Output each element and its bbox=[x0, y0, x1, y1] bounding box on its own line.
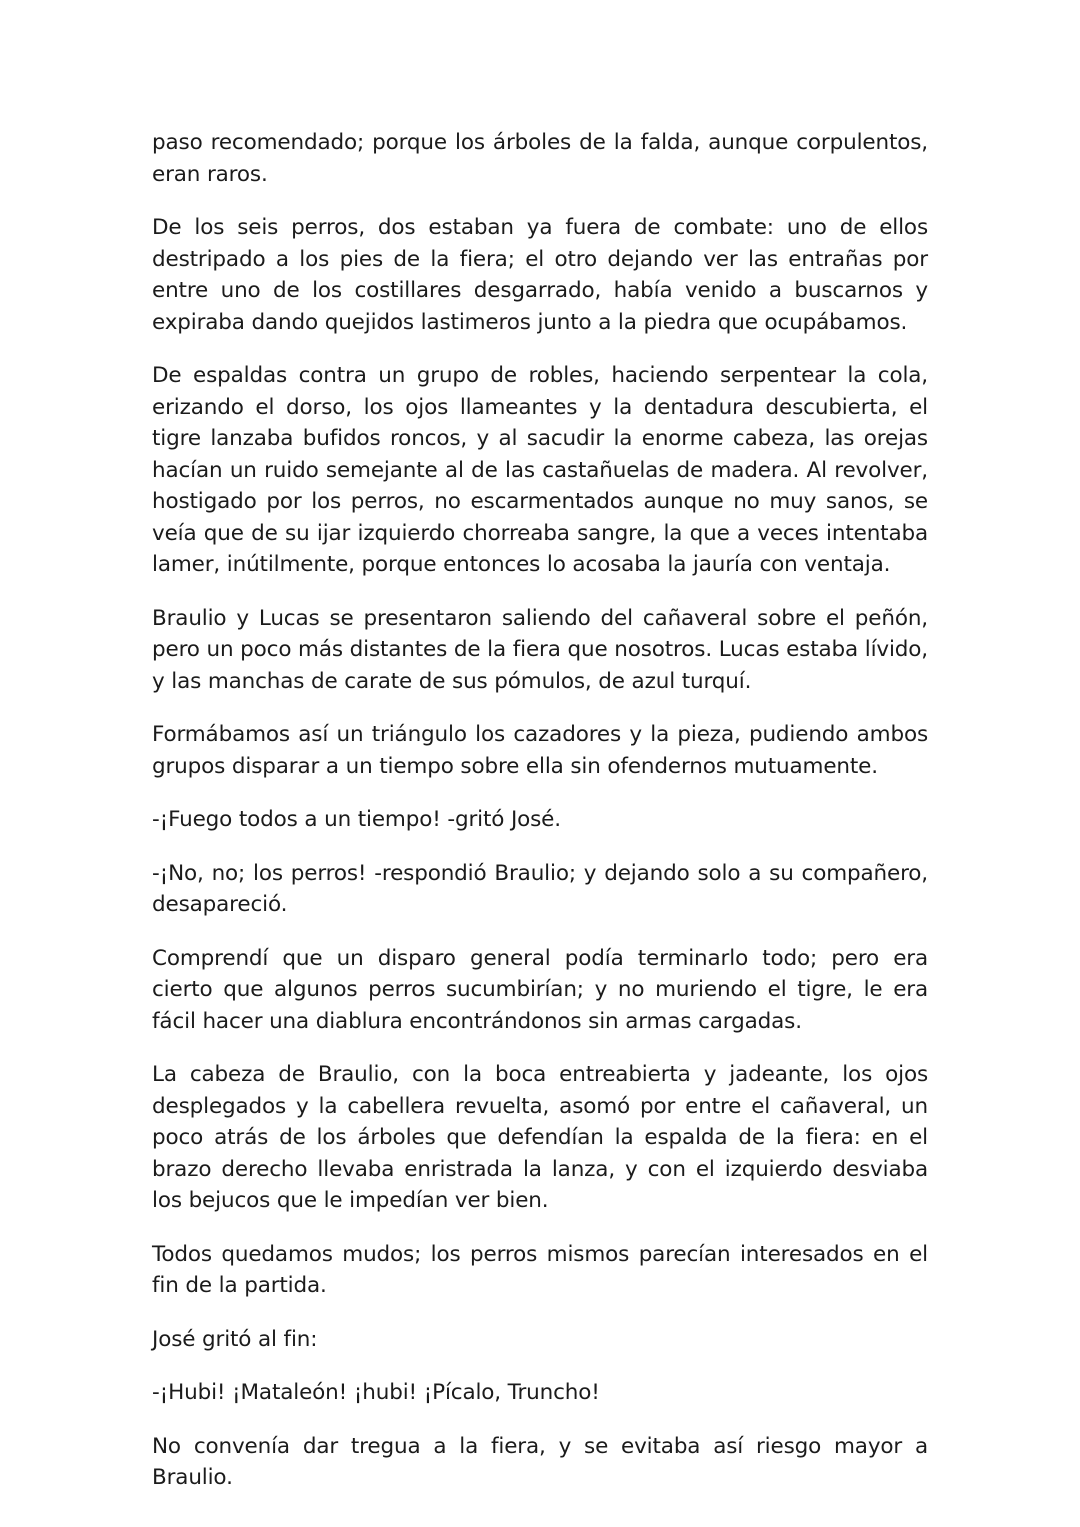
paragraph: Braulio y Lucas se presentaron saliendo del cañaveral sobre el peñón, pero un poco más distantes de la fiera que nosotros. Lucas estaba lívido, y las manchas de carate de sus pómulos, de azul turquí. bbox=[152, 605, 928, 694]
paragraph: José gritó al fin: bbox=[152, 1326, 318, 1352]
paragraph: -¡Fuego todos a un tiempo! -gritó José. bbox=[152, 807, 561, 832]
paragraph: paso recomendado; porque los árboles de la falda, aunque corpulentos, eran raros. bbox=[152, 130, 928, 187]
paragraph: -¡Hubi! ¡Mataleón! ¡hubi! ¡Pícalo, Truncho! bbox=[152, 1380, 600, 1405]
paragraph: -¡No, no; los perros! -respondió Braulio; y dejando solo a su compañero, desapareció. bbox=[152, 860, 928, 917]
paragraph: De los seis perros, dos estaban ya fuera de combate: uno de ellos destripado a los pies de la fiera; el otro dejando ver las entrañas por entre uno de los costillares desgarrado, había venido a buscarnos y expiraba dando quejidos lastimeros junto a la piedra que ocupábamos. bbox=[152, 215, 928, 335]
paragraph: Formábamos así un triángulo los cazadores y la pieza, pudiendo ambos grupos disparar a un tiempo sobre ella sin ofendernos mutuamente. bbox=[152, 722, 928, 779]
paragraph: Comprendí que un disparo general podía terminarlo todo; pero era cierto que algunos perros sucumbirían; y no muriendo el tigre, le era fácil hacer una diablura encontrándonos sin armas cargadas. bbox=[152, 945, 928, 1034]
paragraph: La cabeza de Braulio, con la boca entreabierta y jadeante, los ojos desplegados y la cabellera revuelta, asomó por entre el cañaveral, un poco atrás de los árboles que defendían la espalda de la fiera: en el brazo derecho llevaba enristrada la lanza, y con el izquierdo desviaba los bejucos que le impedían ver bien. bbox=[152, 1062, 928, 1213]
paragraph: Todos quedamos mudos; los perros mismos parecían interesados en el fin de la partida. bbox=[152, 1241, 928, 1298]
document-text-body bbox=[152, 127, 928, 1494]
paragraph: De espaldas contra un grupo de robles, haciendo serpentear la cola, erizando el dorso, los ojos llameantes y la dentadura descubierta, el tigre lanzaba bufidos roncos, y al sacudir la enorme cabeza, las orejas hacían un ruido semejante al de las castañuelas de madera. Al revolver, hostigado por los perros, no escarmentados aunque no muy sanos, se veía que de su ijar izquierdo chorreaba sangre, la que a veces intentaba lamer, inútilmente, porque entonces lo acosaba la jauría con ventaja. bbox=[152, 363, 928, 577]
paragraph: No convenía dar tregua a la fiera, y se evitaba así riesgo mayor a Braulio. bbox=[152, 1433, 928, 1490]
